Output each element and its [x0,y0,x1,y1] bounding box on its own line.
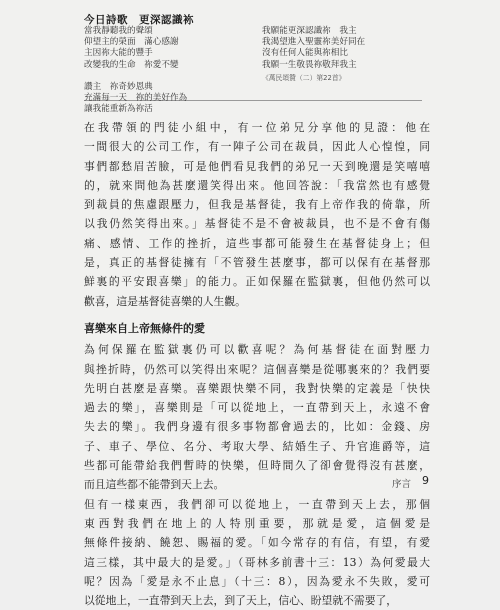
hymn-line: 讓我能重新為祢活 [84,104,153,115]
hymn-stanza-gap [84,71,187,82]
text-line: 先明白甚麼是喜樂。喜樂跟快樂不同，我對快樂的定義是「快快 [84,381,430,395]
text-line: 以從地上，一直帶到天上去，到了天上，信心、盼望就不需要了， [84,594,398,608]
text-line: 一間很大的公司工作，有一陣子公司在裁員，因此人心惶惶，同 [84,140,430,154]
text-line: 歡喜，這是基督徒喜樂的人生觀。 [84,294,246,308]
main-text [84,118,430,610]
text-line: 無條件接納、饒恕、賜福的愛。「如今常存的有信，有望，有愛 [84,536,430,550]
paragraph-testimony [84,118,430,311]
section-heading: 喜樂來自上帝無條件的愛 [84,321,205,335]
hymn-source: 《萬民頌贊（二）第22首》 [262,74,346,82]
hymn-lyrics-right [262,26,365,71]
hymn-line: 主因祢大能的豐手 [84,48,153,59]
text-line: 在我帶領的門徒小組中，有一位弟兄分享他的見證：他在 [84,121,430,134]
text-line: 子、車子、學位、名分、考取大學、結婚生子、升官進爵等，這 [84,439,430,453]
hymn-line: 我願能更深認識祢 我主 [262,26,357,36]
hymn-line: 我渴望進入聖靈祢美好同在 [262,37,366,48]
hymn-line: 充滿每一天 祢的美好作為 [84,93,188,104]
text-line: 鮮裏的平安跟喜樂」的能力。正如保羅在監獄裏，但他仍然可以 [84,275,430,289]
hymn-box [84,10,422,115]
text-line: 是，真正的基督徒擁有「不管發生甚麼事，都可以保有在基督那 [84,256,430,270]
paragraph-joy-definition [84,340,430,494]
page-number: 9 [422,474,429,487]
text-line: 痛、感情、工作的挫折，這些事都可能發生在基督徒身上；但 [84,236,430,250]
hymn-title: 今日詩歌 更深認識袮 [84,14,194,26]
text-line: 但有一樣東西，我們卻可以從地上，一直帶到天上去，那個 [84,497,430,511]
text-line: 以我仍然笑得出來。」基督徒不是不會被裁員，也不是不會有傷 [84,217,430,231]
hymn-line: 改變我的生命 祢愛不變 [84,59,179,70]
text-line: 的，就來問他為甚麼還笑得出來。他回答說：「我當然也有感覺 [84,178,430,192]
text-line: 這三樣，其中最大的是愛。」（哥林多前書十三：13）為何愛最大 [84,555,430,569]
footer-section-label: 序言 [392,479,412,490]
text-line: 東西對我們在地上的人特別重要，那就是愛，這個愛是 [84,516,430,530]
hymn-lyrics-left [84,26,187,115]
text-line: 而且這些都不能帶到天上去。 [84,478,225,492]
hymn-line: 仰望主的榮面 滿心感謝 [84,37,179,48]
text-line: 事們都愁眉苦臉，可是他們看見我們的弟兄一天到晚還是笑嘻嘻 [84,159,430,173]
paragraph-love [84,495,430,610]
text-line: 過去的樂」，喜樂則是「可以從地上，一直帶到天上，永遠不會 [84,401,430,415]
hymn-line: 讚主 祢奇妙恩典 [84,81,153,92]
text-line: 為何保羅在監獄裏仍可以歡喜呢？為何基督徒在面對壓力 [84,343,430,357]
text-line: 與挫折時，仍然可以笑得出來呢？這個喜樂是從哪裏來的？我們要 [84,362,430,376]
hymn-line: 沒有任何人能與祢相比 [262,48,348,59]
text-line: 失去的樂」。我們身邊有很多事物都會過去的，比如：金錢、房 [84,420,430,434]
text-line: 到裁員的焦慮跟壓力，但我是基督徒，我有上帝作我的倚靠，所 [84,198,430,212]
text-line: 呢？因為「愛是永不止息」（十三：8），因為愛永不失敗，愛可 [84,574,430,588]
hymn-line: 我願一生敬畏祢敬拜我主 [262,59,357,70]
text-line: 些都可能帶給我們暫時的快樂，但時間久了卻會覺得沒有甚麼， [84,459,430,473]
hymn-line: 當我靜聽我的聲頌 [84,26,153,36]
